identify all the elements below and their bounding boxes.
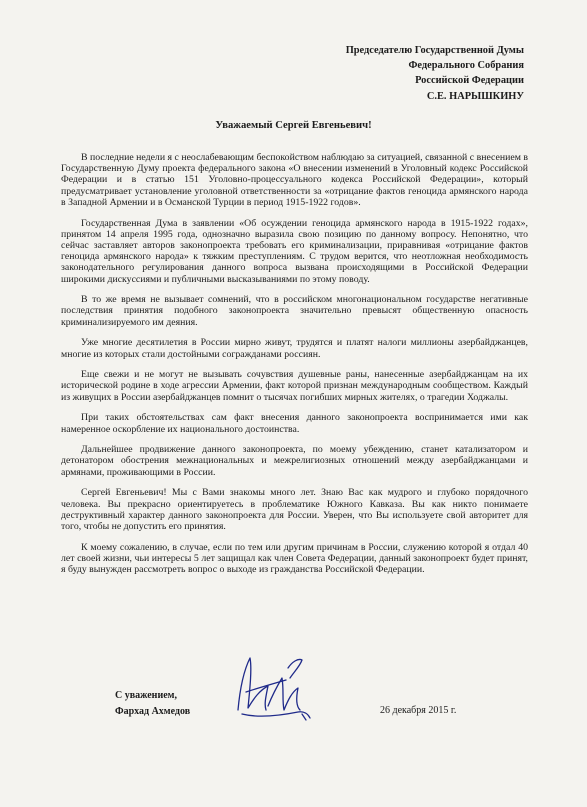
- signer-name: Фархад Ахмедов: [115, 706, 191, 717]
- paragraph-7: Дальнейшее продвижение данного законопроекта, по моему убеждению, станет катализатором и детонатором обострения межнациональных и межрелигиозных отношений между азербайджанцами и армянами, проживающими в России.: [61, 444, 528, 478]
- handwritten-signature: [228, 648, 314, 728]
- paragraph-9: К моему сожалению, в случае, если по тем или другим причинам в России, служению которой я отдал 40 лет своей жизни, чьи интересы 5 лет защищал как член Совета Федерации, данный законопроект будет принят, я буду вынужден рассмотреть вопрос о выходе из гражданства Российской Федерации.: [61, 541, 528, 576]
- closing-block: [115, 688, 190, 720]
- addressee-line-3: Российской Федерации: [415, 75, 524, 87]
- paragraph-4: Уже многие десятилетия в России мирно живут, трудятся и платят налоги миллионы азербайджанцев, многие из которых стали достойными согражданами россиян.: [61, 337, 528, 360]
- addressee-block: [346, 43, 524, 104]
- paragraph-3: В то же время не вызывает сомнений, что в российском многонациональном государстве негативные последствия принятия подобного законопроекта значительно превысят общественную опасность криминализируемого им деяния.: [61, 294, 528, 328]
- paragraph-1: В последние недели я с неослабевающим беспокойством наблюдаю за ситуацией, связанной с внесением в Государственную Думу проекта федерального закона «О внесении изменений в Уголовный кодекс Российской Федерации и в статью 151 Уголовно-процессуального кодекса Российской Федерации», который предусматривает установление уголовной ответственности за «отрицание фактов геноцида армянского народа в Западной Армении и в Османской Турции в период 1915-1922 годов».: [61, 152, 528, 208]
- addressee-line-2: Федерального Собрания: [408, 60, 524, 72]
- letter-date: 26 декабря 2015 г.: [380, 705, 457, 716]
- salutation: Уважаемый Сергей Евгеньевич!: [215, 120, 372, 131]
- closing-regards: С уважением,: [115, 690, 177, 701]
- addressee-line-1: Председателю Государственной Думы: [345, 45, 524, 56]
- letter-body: [61, 152, 528, 585]
- paragraph-5: Еще свежи и не могут не вызывать сочувствия душевные раны, нанесенные азербайджанцам на их исторической родине в ходе агрессии Армении, факт которой признан международным сообществом. Каждый из живущих в России азербайджанцев помнит о тысячах погибших мирных жителях, о трагедии Ходжалы.: [61, 369, 528, 403]
- paragraph-8: Сергей Евгеньевич! Мы с Вами знакомы много лет. Знаю Вас как мудрого и глубоко порядочного человека. Вы прекрасно ориентируетесь в проблематике Южного Кавказа. Вы как никто понимаете деструктивный характер данного законопроекта для России. Уверен, что Вы используете свой авторитет для того, чтобы не допустить его принятия.: [61, 487, 528, 532]
- paragraph-2: Государственная Дума в заявлении «Об осуждении геноцида армянского народа в 1915-1922 годах», принятом 14 апреля 1995 года, однозначно выразила свою позицию по данному вопросу. Непонятно, что сейчас заставляет авторов законопроекта требовать его криминализации, приравнивая «отрицание фактов геноцида армянского народа» к тяжким преступлениям. С трудом верится, что неотложная необходимость законодательного регулирования данного вопроса вызвана происходящими в Российской Федерации широкими дискуссиями и публичными высказываниями по этому поводу.: [61, 217, 528, 285]
- addressee-line-4: С.Е. НАРЫШКИНУ: [426, 90, 524, 102]
- paragraph-6: При таких обстоятельствах сам факт внесения данного законопроекта воспринимается ими как намеренное оскорбление их национального достоинства.: [61, 412, 528, 435]
